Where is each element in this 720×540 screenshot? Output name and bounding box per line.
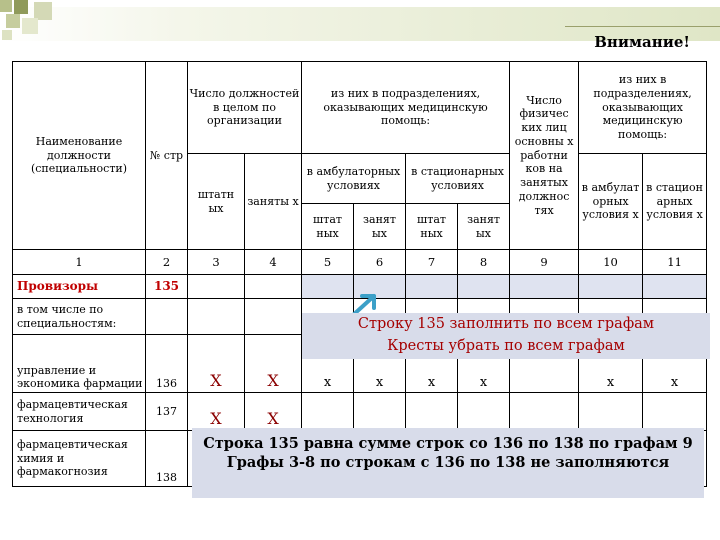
header-persons-stat: в стацион арных условия х (643, 154, 707, 250)
col-number: 5 (302, 250, 354, 275)
table-cell (458, 393, 510, 431)
cross-mark: x (354, 335, 406, 393)
header-persons-amb: в амбулат орных условия х (579, 154, 643, 250)
header-amb-staff: штат ных (302, 204, 354, 250)
row-num-137: 137 (146, 393, 188, 431)
col-number: 7 (406, 250, 458, 275)
table-cell[interactable] (643, 275, 707, 299)
col-number: 3 (188, 250, 245, 275)
cross-mark: x (643, 335, 707, 393)
callout-line: Графы 3-8 по строкам с 136 по 138 не заполняются (226, 454, 670, 471)
callout-line: Строку 135 заполнить по всем графам (357, 316, 655, 332)
header-persons-units: из них в подразделениях, оказывающих медицинскую помощь: (579, 62, 707, 154)
cross-mark: x (302, 335, 354, 393)
col-number: 8 (458, 250, 510, 275)
header-ambulatory: в амбулаторных условиях (302, 154, 406, 204)
row-name-mgmt: управление и экономика фармации (13, 335, 146, 393)
header-persons: Число физичес ких лиц основны х работни ков на занятых должнос тях (510, 62, 579, 250)
header-rule (565, 26, 720, 27)
table-cell[interactable] (510, 275, 579, 299)
callout-line: Кресты убрать по всем графам (387, 338, 625, 354)
decor-square (2, 30, 12, 40)
cross-mark: X (245, 393, 302, 431)
row-name-chem: фармацевтическая химия и фармакогнозия (13, 431, 146, 487)
header-stat-staff: штат ных (406, 204, 458, 250)
table-cell (245, 299, 302, 335)
cross-mark: X (188, 393, 245, 431)
header-occupied: заняты х (245, 154, 302, 250)
header-stat-occupied: занят ых (458, 204, 510, 250)
callout-sum-rule (192, 428, 704, 498)
callout-fill-row (302, 313, 710, 359)
row-num-135: 135 (146, 275, 188, 299)
table-cell[interactable] (245, 275, 302, 299)
header-staff: штатн ых (188, 154, 245, 250)
col-number: 9 (510, 250, 579, 275)
decor-square (14, 0, 28, 14)
row-name-incl: в том числе по специальностям: (13, 299, 146, 335)
cross-mark: x (579, 335, 643, 393)
table-cell (188, 299, 245, 335)
table-cell (643, 393, 707, 431)
warning-title: Внимание! (594, 33, 690, 51)
col-number: 2 (146, 250, 188, 275)
callout-line: Строка 135 равна сумме строк со 136 по 138 по графам 9 (203, 435, 693, 452)
header-stationary: в стационарных условиях (406, 154, 510, 204)
form-table (12, 61, 707, 487)
col-number: 6 (354, 250, 406, 275)
header-amb-occupied: занят ых (354, 204, 406, 250)
table-cell[interactable] (579, 275, 643, 299)
header-num: № стр (146, 62, 188, 250)
cross-mark: x (458, 335, 510, 393)
col-number: 1 (13, 250, 146, 275)
header-name: Наименование должности (специальности) (13, 62, 146, 250)
row-name-pharmacists: Провизоры (13, 275, 146, 299)
table-cell[interactable] (406, 275, 458, 299)
table-cell[interactable] (188, 275, 245, 299)
cross-mark: X (245, 335, 302, 393)
header-positions: Число должностей в целом по организации (188, 62, 302, 154)
table-cell (510, 393, 579, 431)
table-cell (302, 393, 354, 431)
decor-square (0, 0, 12, 12)
table-cell (354, 393, 406, 431)
row-num-136: 136 (146, 335, 188, 393)
cross-mark: x (406, 335, 458, 393)
table-cell[interactable] (458, 275, 510, 299)
col-number: 10 (579, 250, 643, 275)
row-name-tech: фармацевтическая технология (13, 393, 146, 431)
table-cell (406, 393, 458, 431)
decor-square (22, 18, 38, 34)
header-med-units: из них в подразделениях, оказывающих медицинскую помощь: (302, 62, 510, 154)
table-cell (146, 299, 188, 335)
row-num-138: 138 (146, 431, 188, 487)
col-number: 4 (245, 250, 302, 275)
table-cell (579, 393, 643, 431)
col-number: 11 (643, 250, 707, 275)
cross-mark: X (188, 335, 245, 393)
decor-square (6, 14, 20, 28)
